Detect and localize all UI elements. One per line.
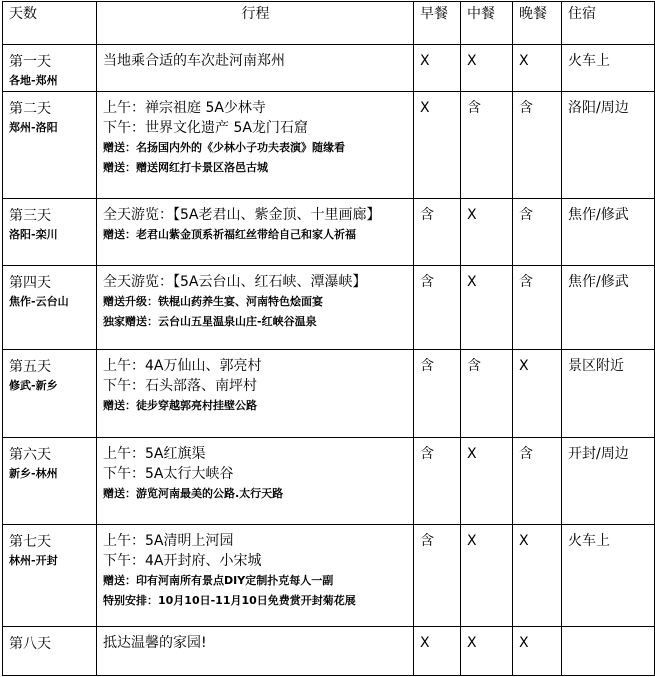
lunch-cell bbox=[461, 45, 513, 92]
breakfast-value: X bbox=[420, 100, 430, 116]
header-route: 行程 bbox=[97, 2, 414, 45]
route-line: 上午：5A清明上河园 bbox=[103, 533, 234, 549]
route-label: 焦作-云台山 bbox=[9, 295, 69, 308]
bonus-line: 特别安排：10月10日-11月10日免费赏开封菊花展 bbox=[103, 594, 356, 607]
dinner-value: X bbox=[519, 533, 529, 549]
route-label: 修武-新乡 bbox=[9, 379, 58, 392]
lunch-cell bbox=[461, 350, 513, 438]
route-label: 洛阳-栾川 bbox=[9, 228, 58, 241]
lodging-value: 火车上 bbox=[568, 533, 610, 549]
lodging-value: 火车上 bbox=[568, 53, 610, 69]
day-number: 第四天 bbox=[9, 275, 51, 291]
lodging-value: 焦作/修武 bbox=[568, 274, 629, 290]
lunch-cell bbox=[461, 199, 513, 266]
breakfast-value: 含 bbox=[420, 274, 434, 290]
day-cell bbox=[3, 525, 97, 627]
route-label: 新乡-林州 bbox=[9, 467, 58, 480]
lunch-value: 含 bbox=[467, 358, 481, 374]
lodging-value: 开封/周边 bbox=[568, 446, 629, 462]
breakfast-cell bbox=[414, 199, 461, 266]
lodging-cell bbox=[562, 350, 655, 438]
bonus-line: 赠送：赠送网红打卡景区洛邑古城 bbox=[103, 161, 268, 174]
route-line: 下午：5A太行大峡谷 bbox=[103, 466, 234, 482]
breakfast-value: X bbox=[420, 635, 430, 651]
route-cell bbox=[97, 92, 414, 199]
breakfast-cell bbox=[414, 627, 461, 676]
breakfast-cell bbox=[414, 45, 461, 92]
header-lodging: 住宿 bbox=[562, 2, 655, 45]
day-cell bbox=[3, 266, 97, 350]
route-line: 下午：世界文化遗产 5A龙门石窟 bbox=[103, 120, 308, 136]
dinner-value: X bbox=[519, 53, 529, 69]
header-row bbox=[3, 2, 655, 45]
day-cell bbox=[3, 350, 97, 438]
breakfast-value: X bbox=[420, 53, 430, 69]
lunch-value: X bbox=[467, 274, 477, 290]
lunch-value: X bbox=[467, 635, 477, 651]
route-line: 抵达温馨的家园! bbox=[103, 635, 207, 651]
route-cell bbox=[97, 199, 414, 266]
day-number: 第六天 bbox=[9, 447, 51, 463]
dinner-cell bbox=[513, 438, 562, 525]
dinner-cell bbox=[513, 350, 562, 438]
lunch-value: X bbox=[467, 207, 477, 223]
itinerary-row bbox=[3, 45, 655, 92]
itinerary-row bbox=[3, 199, 655, 266]
route-cell bbox=[97, 45, 414, 92]
breakfast-cell bbox=[414, 525, 461, 627]
route-label: 郑州-洛阳 bbox=[9, 121, 58, 134]
lodging-value: 景区附近 bbox=[568, 358, 624, 374]
breakfast-value: 含 bbox=[420, 446, 434, 462]
dinner-value: 含 bbox=[519, 207, 533, 223]
breakfast-value: 含 bbox=[420, 207, 434, 223]
route-line: 上午：4A万仙山、郭亮村 bbox=[103, 358, 262, 374]
lodging-cell bbox=[562, 627, 655, 676]
lunch-cell bbox=[461, 525, 513, 627]
breakfast-value: 含 bbox=[420, 358, 434, 374]
route-cell bbox=[97, 525, 414, 627]
route-cell bbox=[97, 438, 414, 525]
itinerary-row bbox=[3, 438, 655, 525]
dinner-value: 含 bbox=[519, 446, 533, 462]
itinerary-row bbox=[3, 92, 655, 199]
lodging-cell bbox=[562, 525, 655, 627]
lunch-cell bbox=[461, 92, 513, 199]
bonus-line: 赠送：名扬国内外的《少林小子功夫表演》随缘看 bbox=[103, 141, 345, 154]
route-label: 林州-开封 bbox=[9, 554, 58, 567]
header-dinner: 晚餐 bbox=[513, 2, 562, 45]
header-lunch: 中餐 bbox=[461, 2, 513, 45]
breakfast-cell bbox=[414, 350, 461, 438]
route-line: 全天游览：【5A老君山、紫金顶、十里画廊】 bbox=[103, 207, 381, 223]
dinner-cell bbox=[513, 525, 562, 627]
breakfast-value: 含 bbox=[420, 533, 434, 549]
header-breakfast: 早餐 bbox=[414, 2, 461, 45]
day-cell bbox=[3, 45, 97, 92]
route-line: 上午：5A红旗渠 bbox=[103, 446, 206, 462]
route-line: 全天游览：【5A云台山、红石峡、潭瀑峡】 bbox=[103, 274, 367, 290]
lodging-cell bbox=[562, 45, 655, 92]
lodging-cell bbox=[562, 92, 655, 199]
breakfast-cell bbox=[414, 266, 461, 350]
itinerary-row bbox=[3, 350, 655, 438]
day-cell bbox=[3, 627, 97, 676]
day-number: 第二天 bbox=[9, 101, 51, 117]
lodging-cell bbox=[562, 266, 655, 350]
itinerary-table bbox=[2, 1, 655, 676]
day-number: 第三天 bbox=[9, 208, 51, 224]
day-number: 第七天 bbox=[9, 534, 51, 550]
bonus-line: 独家赠送：云台山五星温泉山庄-红峡谷温泉 bbox=[103, 315, 317, 328]
day-cell bbox=[3, 92, 97, 199]
dinner-value: 含 bbox=[519, 274, 533, 290]
bonus-line: 赠送：徒步穿越郭亮村挂壁公路 bbox=[103, 399, 257, 412]
route-line: 下午：石头部落、南坪村 bbox=[103, 378, 257, 394]
dinner-cell bbox=[513, 92, 562, 199]
lodging-cell bbox=[562, 438, 655, 525]
breakfast-cell bbox=[414, 438, 461, 525]
lunch-value: X bbox=[467, 446, 477, 462]
route-cell bbox=[97, 627, 414, 676]
lunch-value: X bbox=[467, 533, 477, 549]
lodging-value: 焦作/修武 bbox=[568, 207, 629, 223]
breakfast-cell bbox=[414, 92, 461, 199]
dinner-cell bbox=[513, 45, 562, 92]
lunch-cell bbox=[461, 266, 513, 350]
header-day: 天数 bbox=[3, 2, 97, 45]
dinner-cell bbox=[513, 266, 562, 350]
lodging-cell bbox=[562, 199, 655, 266]
lunch-value: X bbox=[467, 53, 477, 69]
dinner-value: 含 bbox=[519, 100, 533, 116]
day-number: 第八天 bbox=[9, 636, 51, 652]
day-number: 第五天 bbox=[9, 359, 51, 375]
bonus-line: 赠送升级：铁棍山药养生宴、河南特色烩面宴 bbox=[103, 295, 323, 308]
dinner-value: X bbox=[519, 358, 529, 374]
day-cell bbox=[3, 438, 97, 525]
bonus-line: 赠送：老君山紫金顶系祈福红丝带给自己和家人祈福 bbox=[103, 228, 356, 241]
route-line: 上午：禅宗祖庭 5A少林寺 bbox=[103, 100, 266, 116]
route-cell bbox=[97, 350, 414, 438]
bonus-line: 赠送：游览河南最美的公路.太行天路 bbox=[103, 487, 284, 500]
day-cell bbox=[3, 199, 97, 266]
lodging-value bbox=[568, 629, 649, 633]
dinner-cell bbox=[513, 199, 562, 266]
route-line: 当地乘合适的车次赴河南郑州 bbox=[103, 53, 285, 69]
route-cell bbox=[97, 266, 414, 350]
dinner-cell bbox=[513, 627, 562, 676]
bonus-line: 赠送：印有河南所有景点DIY定制扑克每人一副 bbox=[103, 574, 334, 587]
itinerary-row bbox=[3, 627, 655, 676]
itinerary-row bbox=[3, 266, 655, 350]
lunch-cell bbox=[461, 438, 513, 525]
route-line: 下午：4A开封府、小宋城 bbox=[103, 553, 262, 569]
lunch-value: 含 bbox=[467, 100, 481, 116]
lunch-cell bbox=[461, 627, 513, 676]
dinner-value: X bbox=[519, 635, 529, 651]
itinerary-row bbox=[3, 525, 655, 627]
itinerary-body bbox=[3, 45, 655, 676]
lodging-value: 洛阳/周边 bbox=[568, 100, 629, 116]
day-number: 第一天 bbox=[9, 54, 51, 70]
route-label: 各地-郑州 bbox=[9, 74, 58, 87]
